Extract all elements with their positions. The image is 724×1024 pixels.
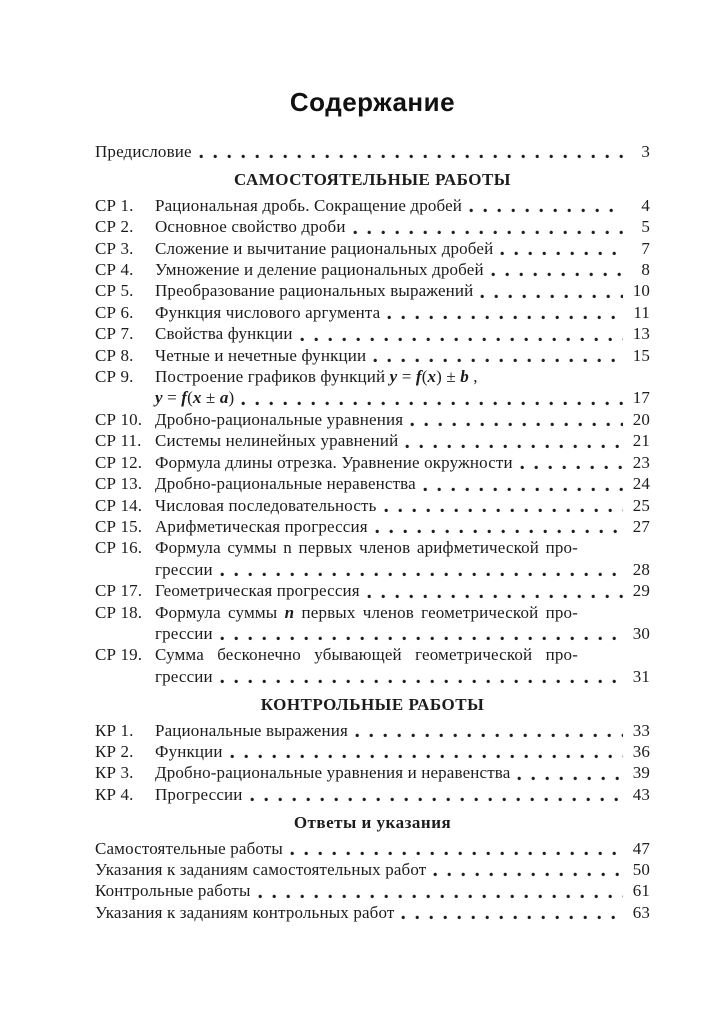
section-header: Ответы и указания bbox=[293, 813, 452, 833]
dot-leader bbox=[367, 594, 623, 599]
toc-entry bbox=[95, 741, 650, 762]
dot-leader bbox=[520, 465, 623, 470]
entry-line bbox=[155, 623, 650, 644]
page-number: 17 bbox=[632, 388, 650, 408]
dot-leader bbox=[258, 894, 623, 899]
entry-label: СР 14. bbox=[95, 495, 143, 515]
entry-line bbox=[95, 859, 650, 880]
toc-entry bbox=[95, 323, 650, 344]
entry-text: Числовая последовательность bbox=[155, 495, 377, 515]
entry-text: первых членов геометрической про- bbox=[294, 602, 578, 622]
entry-line bbox=[155, 580, 650, 601]
page-number: 50 bbox=[632, 860, 650, 879]
entry-line bbox=[155, 666, 650, 687]
toc-entry bbox=[95, 580, 650, 601]
dot-leader bbox=[375, 529, 623, 534]
dot-leader bbox=[290, 851, 623, 856]
entry-line bbox=[95, 902, 650, 923]
page-number: 27 bbox=[632, 516, 650, 536]
page-number: 13 bbox=[632, 324, 650, 344]
dot-leader bbox=[491, 272, 623, 277]
entry-label: КР 2. bbox=[95, 741, 134, 761]
page-number: 23 bbox=[632, 452, 650, 472]
dot-leader bbox=[230, 754, 623, 759]
page-number: 29 bbox=[632, 581, 650, 601]
entry-line bbox=[155, 452, 650, 473]
entry-label: СР 4. bbox=[95, 260, 134, 280]
toc-entry bbox=[95, 195, 650, 216]
entry-text: грессии bbox=[155, 559, 213, 579]
entry-text: Преобразование рациональных выражений bbox=[155, 281, 474, 301]
toc-entry bbox=[95, 366, 650, 409]
page-number: 36 bbox=[632, 741, 650, 761]
entry-line bbox=[155, 784, 650, 805]
entry-text: грессии bbox=[155, 666, 213, 686]
entry-line bbox=[155, 216, 650, 237]
dot-leader bbox=[355, 733, 623, 738]
entry-text: Прогрессии bbox=[155, 784, 243, 804]
entry-text: Арифметическая прогрессия bbox=[155, 516, 368, 536]
toc-entry bbox=[95, 452, 650, 473]
toc-entry bbox=[95, 537, 650, 580]
dot-leader bbox=[433, 872, 623, 877]
section-header: КОНТРОЛЬНЫЕ РАБОТЫ bbox=[260, 695, 485, 715]
page-number: 5 bbox=[641, 217, 650, 237]
entry-line bbox=[155, 195, 650, 216]
entry-text: ) bbox=[228, 388, 235, 408]
toc-entry bbox=[95, 644, 650, 687]
math-variable: y bbox=[389, 367, 398, 387]
entry-label: СР 9. bbox=[95, 367, 134, 387]
page-number: 43 bbox=[632, 784, 650, 804]
entry-text: ) ± bbox=[436, 367, 461, 387]
entry-text: Указания к заданиям самостоятельных работ bbox=[95, 860, 427, 879]
toc-entry bbox=[95, 859, 650, 880]
page-number: 61 bbox=[632, 881, 650, 901]
toc-entry bbox=[95, 880, 650, 901]
entry-line bbox=[155, 473, 650, 494]
entry-text: , bbox=[468, 367, 478, 387]
toc-list bbox=[95, 141, 650, 923]
entry-text: Указания к заданиям контрольных работ bbox=[95, 902, 395, 922]
entry-line bbox=[155, 280, 650, 301]
entry-label: КР 1. bbox=[95, 720, 134, 740]
entry-text: Рациональная дробь. Сокращение дробей bbox=[155, 195, 463, 215]
entry-label: СР 16. bbox=[95, 538, 143, 558]
dot-leader bbox=[220, 679, 623, 684]
page-number: 4 bbox=[641, 195, 650, 215]
page-number: 24 bbox=[632, 474, 650, 494]
page-number: 3 bbox=[641, 142, 650, 161]
entry-text: Системы нелинейных уравнений bbox=[155, 431, 399, 451]
page-number: 15 bbox=[632, 345, 650, 365]
page-number: 31 bbox=[632, 666, 650, 686]
dot-leader bbox=[250, 797, 623, 802]
entry-label: СР 12. bbox=[95, 452, 143, 472]
entry-text: ± bbox=[201, 388, 220, 408]
toc-entry bbox=[95, 784, 650, 805]
dot-leader bbox=[517, 776, 623, 781]
page-number: 11 bbox=[633, 302, 650, 322]
toc-entry bbox=[95, 409, 650, 430]
entry-line bbox=[155, 537, 578, 558]
entry-text: Свойства функции bbox=[155, 324, 293, 344]
entry-label: СР 2. bbox=[95, 217, 134, 237]
entry-line bbox=[155, 302, 650, 323]
toc-entry bbox=[95, 259, 650, 280]
entry-line bbox=[95, 838, 650, 859]
page-number: 63 bbox=[632, 902, 650, 922]
dot-leader bbox=[220, 572, 623, 577]
page-number: 30 bbox=[632, 623, 650, 643]
page-number: 7 bbox=[641, 238, 650, 258]
entry-text: Функция числового аргумента bbox=[155, 302, 381, 322]
entry-text: Формула суммы n первых членов арифметической про- bbox=[155, 538, 578, 558]
math-variable: y bbox=[155, 388, 163, 408]
entry-label: СР 11. bbox=[95, 431, 142, 451]
page-number: 21 bbox=[632, 431, 650, 451]
entry-label: СР 6. bbox=[95, 302, 134, 322]
entry-line bbox=[155, 259, 650, 280]
entry-label: СР 19. bbox=[95, 645, 143, 665]
entry-line bbox=[155, 644, 578, 665]
entry-label: КР 3. bbox=[95, 763, 134, 783]
entry-line bbox=[155, 345, 650, 366]
entry-label: СР 13. bbox=[95, 474, 143, 494]
math-variable: b bbox=[460, 367, 469, 387]
entry-text: Геометрическая прогрессия bbox=[155, 581, 360, 601]
entry-line bbox=[155, 238, 650, 259]
entry-text: Самостоятельные работы bbox=[95, 838, 283, 858]
entry-text: ( bbox=[187, 388, 193, 408]
entry-line bbox=[155, 409, 650, 430]
entry-line bbox=[155, 720, 650, 741]
toc-entry bbox=[95, 495, 650, 516]
math-variable: n bbox=[284, 602, 295, 622]
entry-text: = bbox=[397, 367, 416, 387]
entry-line bbox=[155, 741, 650, 762]
entry-line bbox=[155, 516, 650, 537]
entry-label: СР 18. bbox=[95, 602, 143, 622]
entry-text: Умножение и деление рациональных дробей bbox=[155, 260, 484, 280]
entry-text: Функции bbox=[155, 741, 223, 761]
page-number: 33 bbox=[632, 720, 650, 740]
entry-line bbox=[95, 141, 650, 162]
dot-leader bbox=[500, 251, 623, 256]
entry-text: Четные и нечетные функции bbox=[155, 345, 367, 365]
entry-label: СР 10. bbox=[95, 409, 143, 429]
dot-leader bbox=[410, 422, 623, 427]
entry-text: Основное свойство дроби bbox=[155, 217, 346, 237]
entry-text: Контрольные работы bbox=[95, 881, 251, 901]
entry-label: СР 15. bbox=[95, 516, 143, 536]
dot-leader bbox=[387, 315, 623, 320]
toc-entry bbox=[95, 302, 650, 323]
dot-leader bbox=[353, 230, 623, 235]
entry-text: Сложение и вычитание рациональных дробей bbox=[155, 238, 494, 258]
entry-label: КР 4. bbox=[95, 784, 134, 804]
toc-entry bbox=[95, 720, 650, 741]
math-variable: a bbox=[219, 388, 229, 408]
dot-leader bbox=[405, 444, 623, 449]
section-header: САМОСТОЯТЕЛЬНЫЕ РАБОТЫ bbox=[234, 170, 511, 190]
dot-leader bbox=[469, 208, 623, 213]
entry-text: Дробно-рациональные уравнения и неравенства bbox=[155, 763, 511, 783]
page-number: 8 bbox=[641, 260, 650, 280]
toc-entry bbox=[95, 762, 650, 783]
entry-text: Предисловие bbox=[95, 142, 192, 161]
entry-label: СР 8. bbox=[95, 345, 134, 365]
page-number: 39 bbox=[632, 763, 650, 783]
toc-entry bbox=[95, 430, 650, 451]
entry-label: СР 3. bbox=[95, 238, 134, 258]
entry-text: Дробно-рациональные уравнения bbox=[155, 409, 404, 429]
math-variable: f bbox=[415, 367, 422, 387]
entry-label: СР 17. bbox=[95, 581, 143, 601]
page-title: Содержание bbox=[289, 87, 456, 117]
entry-text: Построение графиков функций bbox=[155, 367, 390, 387]
entry-label: СР 7. bbox=[95, 324, 134, 344]
entry-text: грессии bbox=[155, 623, 213, 643]
entry-label: СР 1. bbox=[95, 195, 134, 215]
table-of-contents bbox=[95, 88, 650, 923]
toc-entry bbox=[95, 345, 650, 366]
entry-line bbox=[155, 762, 650, 783]
toc-entry bbox=[95, 216, 650, 237]
dot-leader bbox=[300, 337, 623, 342]
entry-text: Сумма бесконечно убывающей геометрической про- bbox=[155, 645, 578, 665]
toc-entry bbox=[95, 141, 650, 162]
page-number: 20 bbox=[632, 409, 650, 429]
toc-entry bbox=[95, 238, 650, 259]
toc-entry bbox=[95, 516, 650, 537]
entry-text: Формула длины отрезка. Уравнение окружности bbox=[155, 452, 513, 472]
dot-leader bbox=[199, 154, 623, 159]
entry-label: СР 5. bbox=[95, 281, 134, 301]
entry-text: ( bbox=[421, 367, 428, 387]
entry-line bbox=[155, 602, 578, 623]
math-variable: f bbox=[181, 388, 188, 408]
entry-line bbox=[155, 366, 578, 387]
page-number: 47 bbox=[632, 838, 650, 858]
math-variable: x bbox=[192, 388, 202, 408]
page-number: 28 bbox=[632, 559, 650, 579]
entry-text: = bbox=[162, 388, 182, 408]
toc-entry bbox=[95, 473, 650, 494]
dot-leader bbox=[423, 487, 623, 492]
entry-line bbox=[155, 430, 650, 451]
dot-leader bbox=[384, 508, 623, 513]
dot-leader bbox=[373, 358, 623, 363]
page-number: 25 bbox=[632, 495, 650, 515]
dot-leader bbox=[401, 915, 623, 920]
toc-entry bbox=[95, 838, 650, 859]
toc-entry bbox=[95, 902, 650, 923]
entry-text: Дробно-рациональные неравенства bbox=[155, 474, 416, 494]
toc-entry bbox=[95, 280, 650, 301]
entry-line bbox=[95, 880, 650, 901]
entry-line bbox=[155, 387, 650, 408]
math-variable: x bbox=[427, 367, 437, 387]
entry-line bbox=[155, 323, 650, 344]
entry-text: Формула суммы bbox=[155, 602, 285, 622]
page-number: 10 bbox=[632, 281, 650, 301]
dot-leader bbox=[220, 636, 623, 641]
entry-line bbox=[155, 559, 650, 580]
dot-leader bbox=[480, 294, 623, 299]
entry-line bbox=[155, 495, 650, 516]
entry-text: Рациональные выражения bbox=[155, 720, 348, 740]
toc-entry bbox=[95, 602, 650, 645]
dot-leader bbox=[241, 401, 623, 406]
